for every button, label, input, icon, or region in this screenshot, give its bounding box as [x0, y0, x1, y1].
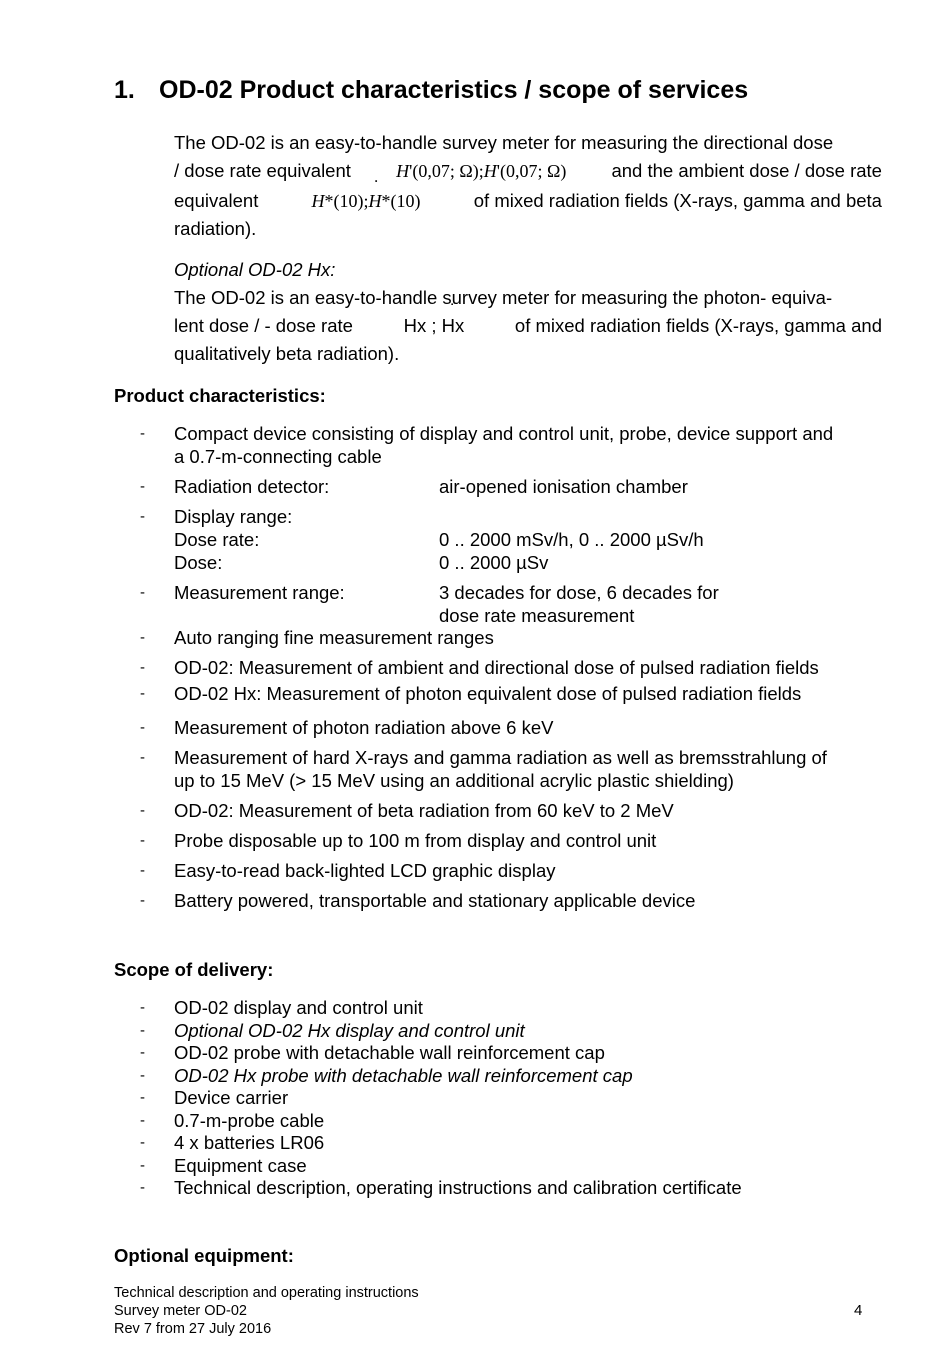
optional-line-2-post: of mixed radiation fields (X-rays, gamma and — [514, 315, 882, 336]
scope-of-delivery-heading: Scope of delivery: — [114, 959, 274, 980]
optional-hx-label: Optional OD-02 Hx: — [174, 259, 336, 280]
intro-line-3-post: of mixed radiation fields (X-rays, gamma and beta — [473, 190, 882, 211]
directional-dose-formula: H'(0,07; Ω);˙ H'(0,07; Ω) — [396, 157, 566, 185]
page-footer — [114, 1284, 419, 1338]
intro-line-3-pre: equivalent — [174, 190, 259, 211]
optional-hx-paragraph — [174, 256, 882, 368]
intro-line-1: The OD-02 is an easy-to-handle survey meter for measuring the directional dose — [174, 132, 834, 153]
optional-line-2-pre: lent dose / - dose rate — [174, 315, 353, 336]
intro-line-4: radiation). — [174, 218, 257, 239]
optional-line-3: qualitatively beta radiation). — [174, 343, 400, 364]
intro-line-3 — [174, 187, 882, 215]
intro-line-2-pre: / dose rate equivalent — [174, 160, 351, 181]
optional-line-2 — [174, 312, 882, 340]
page-number: 4 — [854, 1302, 863, 1319]
ambient-dose-formula: H*(10);˙ H*(10) — [312, 187, 421, 215]
section-heading — [114, 76, 748, 105]
product-characteristics-heading: Product characteristics: — [114, 385, 326, 406]
hx-symbols: Hx ; ˙ Hx — [404, 312, 465, 340]
intro-line-2-post: and the ambient dose / dose rate — [611, 160, 882, 181]
footer-line-2: Survey meter OD-02 — [114, 1303, 247, 1319]
optional-line-1: The OD-02 is an easy-to-handle survey meter for measuring the photon- equiva- — [174, 287, 833, 308]
intro-paragraph — [174, 129, 882, 243]
intro-line-2 — [174, 157, 882, 185]
footer-line-1: Technical description and operating instructions — [114, 1285, 419, 1301]
section-title: OD-02 Product characteristics / scope of services — [159, 76, 749, 104]
optional-equipment-heading: Optional equipment: — [114, 1245, 294, 1266]
section-number: 1. — [114, 76, 135, 104]
footer-line-3: Rev 7 from 27 July 2016 — [114, 1321, 272, 1337]
